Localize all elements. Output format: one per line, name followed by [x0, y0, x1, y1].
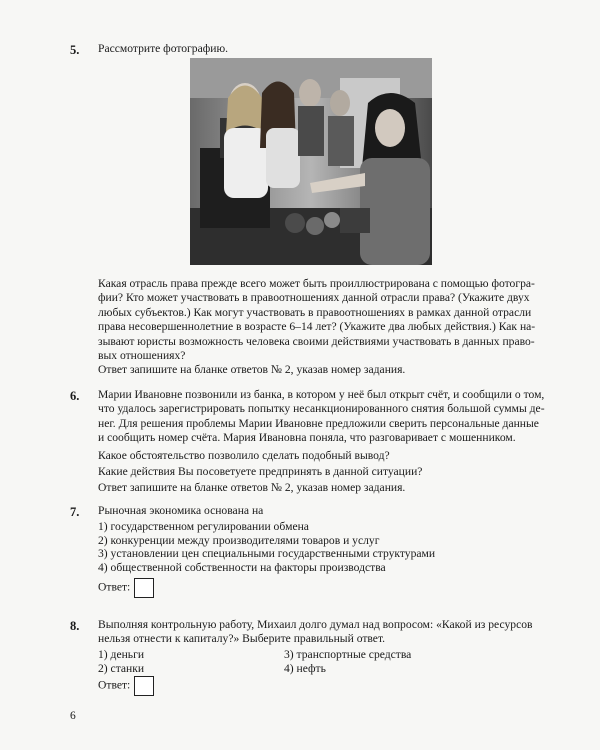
task-6-body: Марии Ивановне позвонили из банка, в котором у неё был открыт счёт, и сообщили о том, что удалось зарегистрировать попытку несанкционированного снятия большой суммы де- нег. Для решения проблемы Марии Ивановне предложили сверить персональные данные и сообщить номер счёта. Мария Ивановна поняла, что разговаривает с мошенником. Какое обстоятельство позволило сделать подобный вывод? Какие действия Вы посоветуете предпринять в данной ситуации? Ответ запишите на бланке ответов № 2, указав номер задания.	[98, 388, 545, 495]
task-7-option-2: 2) конкуренции между производителями товаров и услуг	[98, 533, 380, 547]
task-8-option-1: 1) деньги	[98, 648, 145, 661]
task-7-option-3: 3) установлении цен специальными государственными структурами	[98, 547, 436, 561]
task-7-option-1: 1) государственном регулировании обмена	[98, 520, 309, 533]
task-6-number: 6.	[70, 389, 80, 403]
task-8-number: 8.	[70, 619, 80, 633]
task-7-answer-row	[98, 578, 154, 598]
task-5-number: 5.	[70, 43, 80, 57]
task-8-option-3: 3) транспортные средства	[284, 648, 412, 661]
task-6-question-2: Какие действия Вы посоветуете предпринять в данной ситуации?	[98, 465, 423, 479]
task-5-instruction: Ответ запишите на бланке ответов № 2, указав номер задания.	[98, 363, 406, 377]
task-5-title: Рассмотрите фотографию.	[98, 42, 229, 55]
task-8-answer-box[interactable]	[134, 676, 154, 696]
task-7-number: 7.	[70, 505, 80, 519]
task-7-options	[98, 520, 538, 574]
task-8-body: Выполняя контрольную работу, Михаил долго думал над вопросом: «Какой из ресурсов нельзя отнести к капиталу?» Выберите правильный ответ.	[98, 618, 533, 646]
task-7-option-4: 4) общественной собственности на факторы производства	[98, 560, 386, 574]
task-6-instruction: Ответ запишите на бланке ответов № 2, указав номер задания.	[98, 481, 406, 495]
task-6-question-1: Какое обстоятельство позволило сделать подобный вывод?	[98, 448, 390, 462]
task-7-answer-label: Ответ:	[98, 580, 131, 594]
task-8-option-2: 2) станки	[98, 662, 145, 676]
task-8-answer-label: Ответ:	[98, 678, 131, 692]
task-8-options-left	[98, 648, 144, 677]
checkout-photo	[190, 58, 432, 265]
task-8-option-4: 4) нефть	[284, 662, 326, 676]
task-7-answer-box[interactable]	[134, 578, 154, 598]
task-8-answer-row	[98, 676, 154, 696]
page-number: 6	[70, 710, 76, 722]
task-8-options-right	[284, 648, 411, 677]
task-7-question: Рыночная экономика основана на	[98, 504, 264, 517]
task-5-body: Какая отрасль права прежде всего может быть проиллюстрирована с помощью фотогра- фии? Кто может участвовать в правоотношениях данной отрасли права? (Укажите двух любых субъектов.) Как могут участвовать в правоотношениях в рамках данной отрасли права несовершеннолетние в возрасте 6–14 лет? (Укажите два любых действия.) Как на- зывают юристы возможность человека своими действиями участвовать в данных право- вых отношениях? Ответ запишите на бланке ответов № 2, указав номер задания.	[98, 277, 538, 378]
